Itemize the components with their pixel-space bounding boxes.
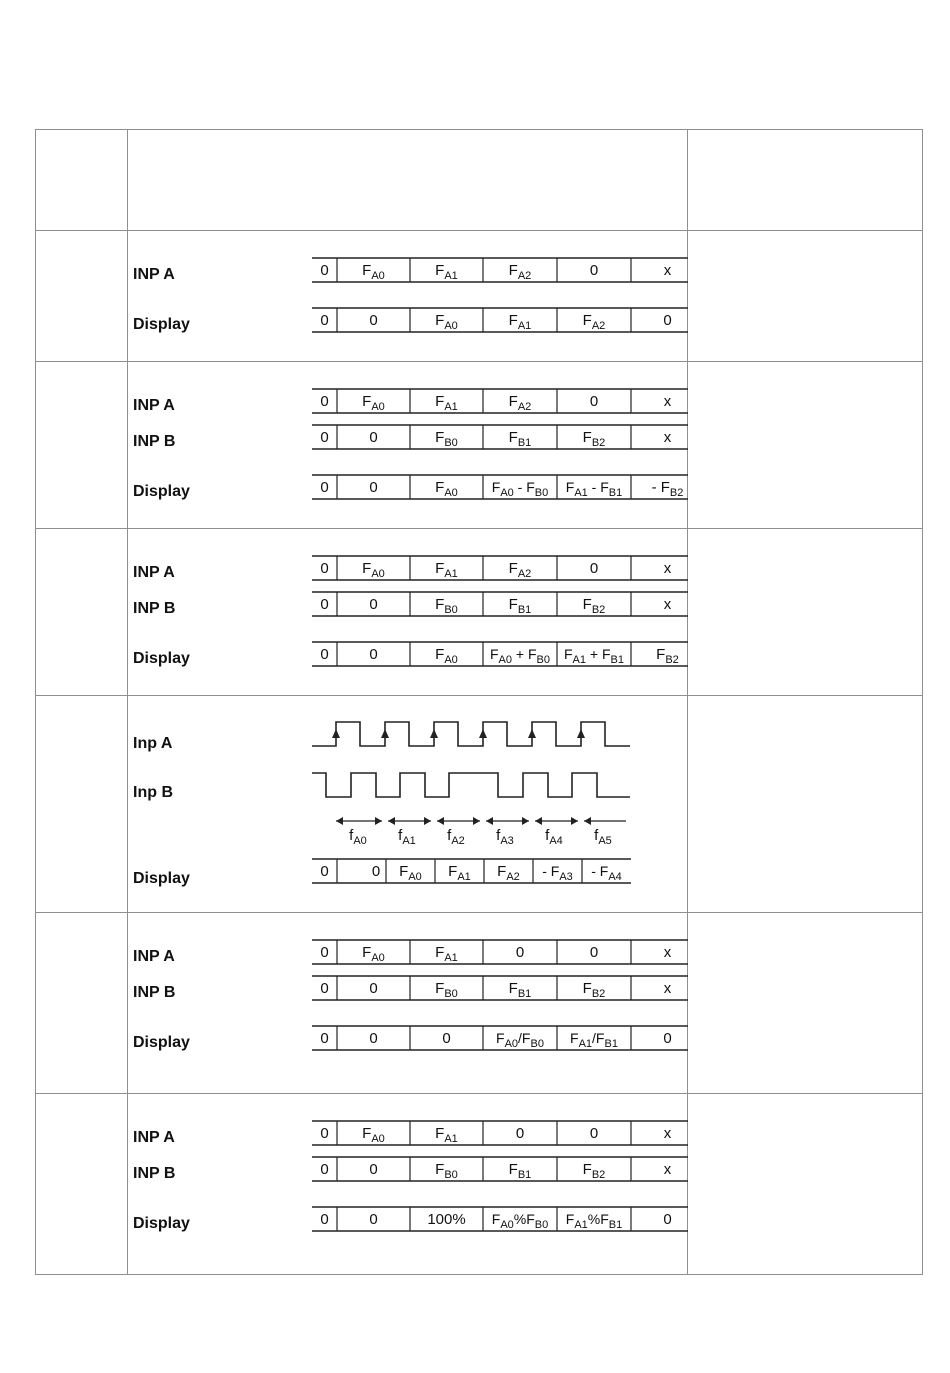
bus-cell-value: 0 (320, 596, 329, 613)
bus-cell-value: 0 (589, 1125, 599, 1142)
bus-cell-value: $F_{A2}$ (508, 262, 532, 282)
bus-cell-value: 0 (663, 1030, 672, 1047)
bus-cell-value: $F_{A0}$ (362, 393, 385, 413)
row-cell-diagram (128, 231, 688, 362)
waveform-diagram (128, 696, 688, 912)
bus-cell-value: $F_{B0}$ (435, 980, 458, 1000)
signal-bus (133, 1157, 688, 1182)
frequency-label: $f_{A3}$ (496, 827, 514, 847)
bus-cell-value: 0 (589, 262, 599, 279)
table-row (36, 529, 923, 696)
header-cell-right (688, 130, 923, 231)
signal-label: Display (133, 650, 190, 667)
signal-bus (133, 1207, 688, 1232)
bus-cell-value: 100% (427, 1211, 466, 1228)
bus-cell-value: $F_{A2}$ (508, 393, 532, 413)
timing-diagram (128, 362, 688, 528)
bus-cell-value: x (663, 980, 672, 997)
bus-cell-value: $F_{B2}$ (582, 980, 606, 1000)
bus-cell-value: $F_{B1}$ (508, 1161, 532, 1181)
bus-cell-value: 0 (320, 1125, 329, 1142)
row-cell-right (688, 1094, 923, 1275)
frequency-label: $f_{A4}$ (545, 827, 563, 847)
signal-bus (133, 642, 688, 667)
row-cell-right (688, 231, 923, 362)
period-arrow (437, 817, 480, 825)
frequency-label: $f_{A2}$ (447, 827, 465, 847)
table-row (36, 1094, 923, 1275)
signal-label: INP A (133, 266, 175, 283)
bus-cell-value: $F_{B2}$ (582, 1161, 606, 1181)
bus-cell-value: $F_{A1} + F_{B1}$ (563, 646, 625, 666)
bus-cell-value: 0 (369, 596, 378, 613)
period-arrow (388, 817, 431, 825)
signal-bus (133, 1026, 688, 1051)
bus-cell-value: 0 (515, 1125, 525, 1142)
bus-cell-value: 0 (320, 1030, 329, 1047)
signal-label: Display (133, 870, 190, 887)
bus-cell-value: $F_{B0}$ (435, 596, 458, 616)
bus-cell-value: x (663, 262, 672, 279)
signal-label: Display (133, 483, 190, 500)
signal-label: INP B (133, 1165, 176, 1182)
period-arrow (535, 817, 578, 825)
row-cell-diagram (128, 1094, 688, 1275)
signal-label: Display (133, 316, 190, 333)
bus-cell-value: $F_{A0}/F_{B0}$ (496, 1030, 544, 1050)
signal-bus (133, 1121, 688, 1146)
bus-cell-value: 0 (320, 393, 329, 410)
timing-diagram (128, 1094, 688, 1274)
bus-cell-value: $F_{A1}$ (435, 393, 458, 413)
bus-cell-value: $F_{A2}$ (497, 863, 520, 883)
signal-label: INP B (133, 433, 176, 450)
bus-cell-value: 0 (589, 393, 599, 410)
bus-cell-value: $F_{B0}$ (435, 1161, 458, 1181)
frequency-label: $f_{A5}$ (594, 827, 612, 847)
bus-cell-value: - $F_{A4}$ (591, 863, 622, 883)
signal-label: Display (133, 1215, 190, 1232)
timing-diagram (128, 231, 688, 361)
bus-cell-value: $F_{A0}$ (362, 560, 385, 580)
signal-label: Display (133, 1034, 190, 1051)
bus-cell-value: 0 (369, 429, 378, 446)
bus-cell-value: 0 (369, 479, 378, 496)
bus-cell-value: 0 (320, 479, 329, 496)
bus-cell-value: 0 (369, 980, 378, 997)
bus-cell-value: 0 (320, 312, 329, 329)
bus-cell-value: 0 (369, 1211, 378, 1228)
signal-bus (133, 940, 688, 965)
bus-cell-value: $F_{A1}$ (508, 312, 532, 332)
bus-cell-value: $F_{A0}$ (362, 262, 385, 282)
bus-cell-value: $F_{A2}$ (582, 312, 606, 332)
row-cell-right (688, 362, 923, 529)
bus-cell-value: x (663, 429, 672, 446)
bus-cell-value: 0 (369, 1030, 378, 1047)
rising-edge-arrow (528, 729, 536, 738)
row-cell-left (36, 529, 128, 696)
row-cell-right (688, 529, 923, 696)
timing-diagram (128, 529, 688, 695)
bus-cell-value: $F_{A1} - F_{B1}$ (565, 479, 623, 499)
table-row (36, 696, 923, 913)
signal-bus (133, 389, 688, 414)
bus-cell-value: - $F_{B2}$ (651, 479, 684, 499)
signal-bus (133, 976, 688, 1001)
signal-label: INP A (133, 948, 175, 965)
bus-cell-value: 0 (369, 646, 378, 663)
rising-edge-arrow (430, 729, 438, 738)
bus-cell-value: 0 (442, 1030, 451, 1047)
table-row (36, 231, 923, 362)
bus-cell-value: $F_{A1}$ (435, 262, 458, 282)
signal-bus (133, 592, 688, 617)
table-row (36, 362, 923, 529)
bus-cell-value: 0 (589, 944, 599, 961)
signal-label: INP A (133, 564, 175, 581)
bus-cell-value: $F_{B2}$ (656, 646, 679, 666)
bus-cell-value: $F_{B1}$ (508, 980, 532, 1000)
bus-cell-value: $F_{A0}$ (362, 1125, 385, 1145)
bus-cell-value: 0 (320, 262, 329, 279)
row-cell-left (36, 696, 128, 913)
bus-cell-value: 0 (320, 980, 329, 997)
timing-diagram (128, 913, 688, 1093)
signal-label: INP B (133, 600, 176, 617)
bus-cell-value: $F_{A0}$ (435, 479, 458, 499)
row-cell-left (36, 1094, 128, 1275)
signal-label: Inp A (133, 735, 173, 752)
signal-bus (133, 556, 688, 581)
rising-edge-arrow (577, 729, 585, 738)
bus-cell-value: $F_{B0}$ (435, 429, 458, 449)
bus-cell-value: $F_{B1}$ (508, 429, 532, 449)
bus-cell-value: 0 (515, 944, 525, 961)
bus-cell-value: $F_{B2}$ (582, 429, 606, 449)
frequency-label: $f_{A1}$ (398, 827, 416, 847)
signal-label: INP A (133, 397, 175, 414)
bus-cell-value: $F_{B1}$ (508, 596, 532, 616)
period-arrow (336, 817, 382, 825)
bus-cell-value: 0 (369, 1161, 378, 1178)
rising-edge-arrow (479, 729, 487, 738)
signal-label: INP B (133, 984, 176, 1001)
rising-edge-arrow (332, 729, 340, 738)
bus-cell-value: 0 (320, 429, 329, 446)
bus-cell-value: 0 (663, 312, 672, 329)
bus-cell-value: $F_{A1}$ (435, 560, 458, 580)
header-cell-left (36, 130, 128, 231)
signal-bus (133, 308, 688, 333)
bus-cell-value: $F_{A0}\%F_{B0}$ (491, 1211, 549, 1231)
row-cell-left (36, 362, 128, 529)
bus-cell-value: $F_{B2}$ (582, 596, 606, 616)
bus-cell-value: $F_{A2}$ (508, 560, 532, 580)
inp-b-waveform (312, 773, 630, 797)
header-cell-middle (128, 130, 688, 231)
bus-cell-value: 0 (320, 1211, 329, 1228)
signal-label: Inp B (133, 784, 173, 801)
header-row (36, 130, 923, 231)
signal-bus (133, 258, 688, 283)
row-cell-right (688, 696, 923, 913)
bus-cell-value: 0 (663, 1211, 672, 1228)
row-cell-diagram (128, 696, 688, 913)
bus-cell-value: 0 (371, 863, 381, 880)
frequency-label: $f_{A0}$ (349, 827, 367, 847)
bus-cell-value: 0 (369, 312, 378, 329)
bus-cell-value: 0 (320, 1161, 329, 1178)
bus-cell-value: x (663, 393, 672, 410)
bus-cell-value: $F_{A0} + F_{B0}$ (489, 646, 551, 666)
bus-cell-value: $F_{A0}$ (435, 312, 458, 332)
bus-cell-value: x (663, 944, 672, 961)
bus-cell-value: $F_{A0}$ (435, 646, 458, 666)
row-cell-right (688, 913, 923, 1094)
bus-cell-value: 0 (320, 560, 329, 577)
bus-cell-value: $F_{A1}$ (435, 1125, 458, 1145)
bus-cell-value: $F_{A1}/F_{B1}$ (570, 1030, 618, 1050)
bus-cell-value: $F_{A0} - F_{B0}$ (491, 479, 549, 499)
function-table (35, 129, 923, 1275)
bus-cell-value: x (663, 596, 672, 613)
row-cell-left (36, 231, 128, 362)
bus-cell-value: $F_{A1}$ (448, 863, 471, 883)
row-cell-left (36, 913, 128, 1094)
bus-cell-value: 0 (589, 560, 599, 577)
row-cell-diagram (128, 529, 688, 696)
signal-bus (312, 859, 631, 883)
period-arrow (584, 817, 626, 825)
bus-cell-value: x (663, 560, 672, 577)
signal-bus (133, 475, 688, 500)
rising-edge-arrow (381, 729, 389, 738)
signal-bus (133, 425, 688, 450)
bus-cell-value: 0 (320, 863, 329, 880)
bus-cell-value: $F_{A0}$ (399, 863, 422, 883)
bus-cell-value: 0 (320, 646, 329, 663)
bus-cell-value: $F_{A1}\%F_{B1}$ (565, 1211, 623, 1231)
row-cell-diagram (128, 913, 688, 1094)
period-arrow (486, 817, 529, 825)
bus-cell-value: x (663, 1161, 672, 1178)
signal-label: INP A (133, 1129, 175, 1146)
bus-cell-value: x (663, 1125, 672, 1142)
bus-cell-value: $F_{A1}$ (435, 944, 458, 964)
row-cell-diagram (128, 362, 688, 529)
table-row (36, 913, 923, 1094)
bus-cell-value: 0 (320, 944, 329, 961)
bus-cell-value: - $F_{A3}$ (542, 863, 573, 883)
bus-cell-value: $F_{A0}$ (362, 944, 385, 964)
